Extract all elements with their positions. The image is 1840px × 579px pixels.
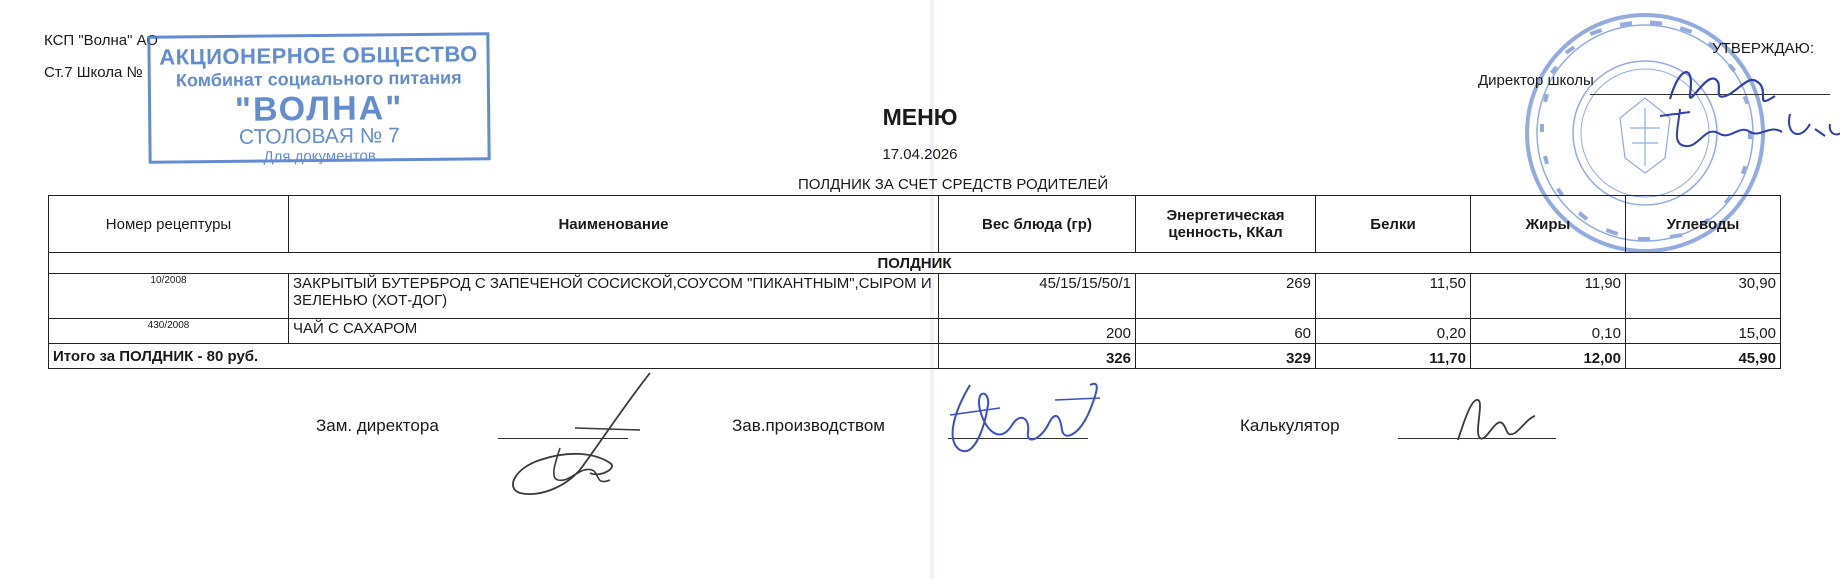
column-header-recipe: Номер рецептуры [49,196,289,253]
document-title: МЕНЮ [882,104,958,130]
stamp-line-3: "ВОЛНА" [234,89,404,129]
total-protein: 11,70 [1316,344,1471,369]
recipe-code: 430/2008 [49,319,289,344]
production-signature [940,370,1110,460]
total-energy: 329 [1136,344,1316,369]
dish-carbs: 15,00 [1626,319,1781,344]
stamp-line-4: СТОЛОВАЯ № 7 [238,124,400,149]
calculator-signature [1450,388,1540,448]
stamp-line-1: АКЦИОНЕРНОЕ ОБЩЕСТВО [159,41,478,70]
document-subtitle: ПОЛДНИК ЗА СЧЕТ СРЕДСТВ РОДИТЕЛЕЙ [798,176,1109,193]
table-header-row [49,196,1781,253]
dish-fat: 0,10 [1471,319,1626,344]
total-row [49,344,1781,369]
deputy-director-label: Зам. директора [316,416,439,435]
dish-protein: 0,20 [1316,319,1471,344]
column-header-carbs: Углеводы [1626,196,1781,253]
production-head-label: Зав.производством [732,416,885,435]
dish-name: ЗАКРЫТЫЙ БУТЕРБРОД С ЗАПЕЧЕНОЙ СОСИСКОЙ,СОУСОМ "ПИКАНТНЫМ",СЫРОМ И ЗЕЛЕНЬЮ (ХОТ-ДОГ) [289,274,939,319]
dish-energy: 60 [1136,319,1316,344]
total-weight: 326 [939,344,1136,369]
section-row [49,253,1781,274]
stamp-line-5: Для документов [263,147,376,166]
dish-energy: 269 [1136,274,1316,319]
table-row [49,274,1781,319]
dish-protein: 11,50 [1316,274,1471,319]
company-stamp [147,32,490,164]
column-header-energy: Энергетическая ценность, ККал [1136,196,1316,253]
total-fat: 12,00 [1471,344,1626,369]
dish-weight: 45/15/15/50/1 [939,274,1136,319]
stamp-line-2: Комбинат социального питания [175,67,462,91]
section-label: ПОЛДНИК [49,253,1781,274]
deputy-signature [500,368,670,503]
column-header-protein: Белки [1316,196,1471,253]
table-row [49,319,1781,344]
total-label: Итого за ПОЛДНИК - 80 руб. [49,344,939,369]
total-carbs: 45,90 [1626,344,1781,369]
calculator-label: Калькулятор [1240,416,1340,435]
approval-label: УТВЕРЖДАЮ: [1712,40,1814,57]
column-header-weight: Вес блюда (гр) [939,196,1136,253]
dish-fat: 11,90 [1471,274,1626,319]
column-header-fat: Жиры [1471,196,1626,253]
org-name: КСП "Волна" АО [44,32,158,49]
document-date: 17.04.2026 [882,146,958,163]
recipe-code: 10/2008 [49,274,289,319]
dish-name: ЧАЙ С САХАРОМ [289,319,939,344]
org-school: Ст.7 Школа № [44,64,143,81]
menu-table [48,195,1781,369]
dish-carbs: 30,90 [1626,274,1781,319]
dish-weight: 200 [939,319,1136,344]
director-label: Директор школы [1478,72,1594,89]
column-header-name: Наименование [289,196,939,253]
